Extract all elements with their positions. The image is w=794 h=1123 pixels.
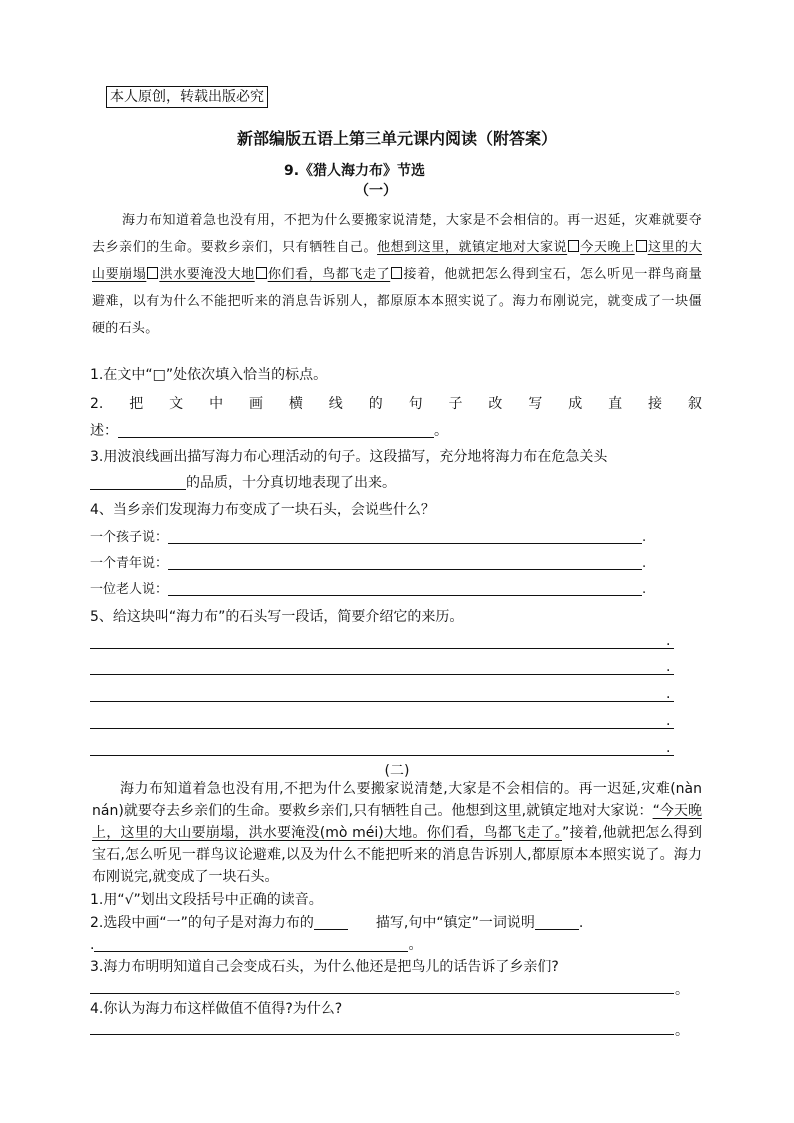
question-char: 线 [328, 396, 343, 412]
writing-line[interactable] [90, 1034, 674, 1035]
answer-blank[interactable] [168, 529, 642, 544]
lesson-subtitle: 9.《猎人海力布》节选 [284, 163, 426, 179]
answer-blank[interactable] [314, 915, 348, 930]
question-1-3-cont: 的品质，十分真切地表现了出来。 [90, 473, 396, 493]
child-says: 一个孩子说： . [90, 530, 647, 545]
line-end-dot: . [666, 633, 671, 649]
punctuation-box[interactable] [568, 240, 579, 252]
question-char: 的 [368, 396, 383, 412]
line-end-dot: . [666, 659, 671, 675]
page-title: 新部编版五语上第三单元课内阅读（附答案） [236, 129, 557, 148]
writing-line[interactable] [90, 993, 674, 994]
question-1-2-answer: 述： 。 [90, 423, 448, 439]
question-char: 文 [169, 396, 184, 412]
line-end-period: 。 [675, 1023, 689, 1039]
answer-blank[interactable] [535, 915, 579, 930]
punctuation-box[interactable] [636, 240, 647, 252]
underlined-sentence: “今天晚上，这里的大山要崩塌，洪水要淹没(mò méi)大地。你们看，鸟都飞走了。 [92, 803, 702, 841]
writing-line[interactable] [90, 648, 674, 649]
question-1-4: 4、当乡亲们发现海力布变成了一块石头，会说些什么？ [90, 502, 435, 518]
underlined-sentence: 他想到这里，就镇定地对大家说 今天晚上 这里的大山要崩塌 洪水要淹没大地 你们看，鸟都飞走了 [92, 240, 703, 282]
question-2-3: 3.海力布明明知道自己会变成石头，为什么他还是把鸟儿的话告诉了乡亲们? [90, 959, 559, 975]
writing-line[interactable] [90, 728, 674, 729]
line-end-period: 。 [675, 982, 689, 998]
question-char: 写 [528, 396, 543, 412]
writing-line[interactable] [90, 755, 674, 756]
writing-line[interactable] [90, 674, 674, 675]
question-char: 接 [648, 396, 663, 412]
answer-blank[interactable] [168, 581, 642, 596]
question-1-2 [90, 394, 702, 414]
line-end-dot: . [666, 713, 671, 729]
section-two-heading: (二) [384, 763, 410, 779]
elder-says: 一位老人说： . [90, 582, 647, 597]
question-char: 横 [288, 396, 303, 412]
question-2-1: 1.用“√”划出文段括号中正确的读音。 [90, 892, 323, 908]
passage-one-paragraph: 海力布知道着急也没有用，不把为什么要搬家说清楚，大家是不会相信的。再一迟延，灾难就要夺去乡亲们的生命。要救乡亲们，只有牺牲自己。他想到这里，就镇定地对大家说 今天晚上 这里的大山要崩塌 洪水要淹没大地 你们看，鸟都飞走了 接着，他就把怎么得到宝石，怎么听见一群鸟商量避难，以有为什么不能把听来的消息告诉别人，都原原本本照实说了。海力布刚说完，就变成了一块僵硬的石头。 [92, 213, 703, 336]
question-char: 2. [90, 396, 104, 412]
question-1-1: 1.在文中“□”处依次填入恰当的标点。 [90, 367, 328, 383]
youth-says: 一个青年说： . [90, 556, 647, 571]
question-1-3: 3.用波浪线画出描写海力布心理活动的句子。这段描写，充分地将海力布在危急关头 [90, 449, 608, 465]
question-char: 画 [248, 396, 263, 412]
answer-blank[interactable] [94, 937, 408, 952]
question-char: 中 [209, 396, 224, 412]
question-char: 把 [129, 396, 144, 412]
answer-blank[interactable] [118, 423, 434, 438]
question-char: 子 [448, 396, 463, 412]
punctuation-box[interactable] [391, 267, 402, 279]
question-2-4: 4.你认为海力布这样做值不值得?为什么? [90, 1001, 343, 1017]
writing-line[interactable] [90, 701, 674, 702]
punctuation-box[interactable] [256, 267, 267, 279]
punctuation-box[interactable] [147, 267, 158, 279]
question-char: 句 [408, 396, 423, 412]
answer-blank[interactable] [90, 475, 186, 490]
passage-two: 海力布知道着急也没有用,不把为什么要搬家说清楚,大家是不会相信的。再一迟延,灾难(nàn nán)就要夺去乡亲们的生命。要救乡亲们,只有牺牲自己。他想到这里,就镇定地对大家说：“今天晚上，这里的大山要崩塌，洪水要淹没(mò méi)大地。你们看，鸟都飞走了。”接着,他就把怎么得到宝石,怎么听见一群鸟议论避难,以及为什么不能把听来的消息告诉别人,都原原本本照实说了。海力布刚说完,就变成了一块石头。 [92, 781, 703, 885]
line-end-dot: . [666, 686, 671, 702]
question-2-2: 2.选段中画“一”的句子是对海力布的 描写,句中“镇定”一词说明 . [90, 915, 584, 931]
question-char: 直 [608, 396, 623, 412]
question-char: 成 [568, 396, 583, 412]
question-char: 改 [488, 396, 503, 412]
answer-blank[interactable] [168, 555, 642, 570]
question-char: 叙 [687, 396, 702, 412]
question-1-5: 5、给这块叫“海力布”的石头写一段话，简要介绍它的来历。 [90, 609, 464, 625]
origin-note: 本人原创，转载出版必究 [106, 86, 268, 108]
question-2-2-cont: . 。 [90, 937, 423, 953]
passage-one [92, 207, 702, 342]
line-end-dot: . [666, 740, 671, 756]
section-one-heading: （一） [355, 183, 397, 199]
